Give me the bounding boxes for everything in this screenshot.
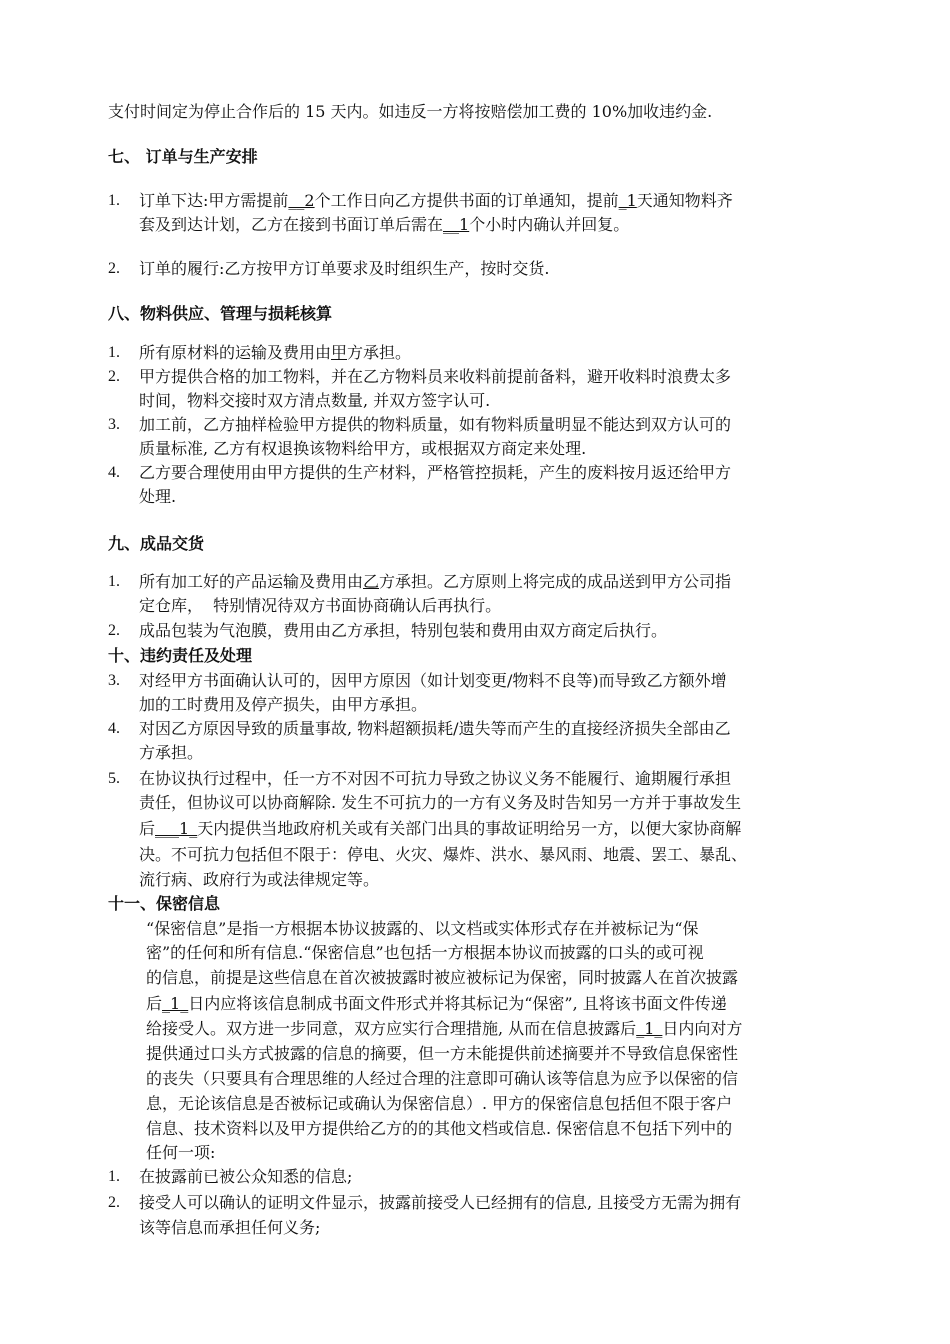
s10-item-5-line-4: 决。不可抗力包括但不限于：停电、火灾、爆炸、洪水、暴风雨、地震、罢工、暴乱、	[139, 845, 748, 864]
s11-p5a: 给接受人。双方进一步同意，双方应实行合理措施, 从而在信息披露后	[146, 1019, 637, 1038]
s11-para-line-9: 信息、技术资料以及甲方提供给乙方的的其他文档或信息. 保密信息不包括下列中的	[146, 1119, 733, 1138]
s10-item-5-line-2: 责任，但协议可以协商解除. 发生不可抗力的一方有义务及时告知另一方并于事故发生	[139, 793, 742, 812]
s7-i1-u2: _1	[618, 191, 637, 210]
s9-item-1-line-1	[139, 571, 731, 593]
s7-i1-u3: __1	[443, 215, 470, 234]
s7-item-2-text: 订单的履行:乙方按甲方订单要求及时组织生产，按时交货.	[139, 259, 550, 278]
s8-item-3-num: 3.	[108, 416, 120, 433]
intro-line: 支付时间定为停止合作后的 15 天内。如违反一方将按赔偿加工费的 10%加收违约金.	[108, 102, 713, 121]
section-9-title: 九、成品交货	[108, 534, 205, 553]
s8-item-3-line-2: 质量标准, 乙方有权退换该物料给甲方，或根据双方商定来处理.	[139, 439, 587, 458]
s10-item-5-num: 5.	[108, 770, 120, 787]
s9-item-1-line-2: 定仓库， 特别情况待双方书面协商确认后再执行。	[139, 596, 502, 615]
section-11-title: 十一、保密信息	[108, 894, 221, 913]
s8-item-2-line-1: 甲方提供合格的加工物料，并在乙方物料员来收料前提前备料，避开收料时浪费太多	[139, 367, 732, 386]
s8-item-4-line-1: 乙方要合理使用由甲方提供的生产材料，严格管控损耗，产生的废料按月返还给甲方	[139, 463, 732, 482]
s7-item-2-num: 2.	[108, 260, 120, 277]
s11-item-2-num: 2.	[108, 1194, 120, 1211]
section-7-title: 七、 订单与生产安排	[108, 147, 258, 166]
s11-p4u: _1_	[162, 994, 189, 1013]
s9-item-1-num: 1.	[108, 573, 120, 590]
s10-item-4-line-1: 对因乙方原因导致的质量事故, 物料超额损耗/遗失等而产生的直接经济损失全部由乙	[139, 719, 731, 738]
s11-para-line-7: 的丧失（只要具有合理思维的人经过合理的注意即可确认该等信息为应予以保密的信	[146, 1069, 739, 1088]
s8-item-1-text	[139, 342, 411, 364]
s10-item-3-line-1: 对经甲方书面确认认可的，因甲方原因（如计划变更/物料不良等)而导致乙方额外增	[139, 671, 727, 690]
s10-item-3-line-2: 加的工时费用及停产损失，由甲方承担。	[139, 695, 428, 714]
s10-item-3-num: 3.	[108, 672, 120, 689]
s11-item-2-line-2: 该等信息而承担任何义务;	[139, 1218, 321, 1237]
s11-para-line-8: 息，无论该信息是否被标记或确认为保密信息）. 甲方的保密信息包括但不限于客户	[146, 1094, 733, 1113]
s8-i1-b: 方承担。	[347, 343, 412, 362]
s10-item-4-num: 4.	[108, 720, 120, 737]
section-10-title: 十、违约责任及处理	[108, 646, 253, 665]
s8-item-2-num: 2.	[108, 368, 120, 385]
s8-item-2-line-2: 时间，物料交接时双方清点数量, 并双方签字认可.	[139, 391, 491, 410]
s11-para-line-5	[146, 1017, 742, 1040]
s10-i5-l3b: 天内提供当地政府机关或有关部门出具的事故证明给另一方，以便大家协商解	[197, 819, 742, 838]
s8-i1-a: 所有原材料的运输及费用由	[139, 343, 332, 362]
s7-i1-l2b: 个小时内确认并回复。	[469, 215, 630, 234]
s8-item-1-num: 1.	[108, 344, 120, 361]
s11-p4b: 日内应将该信息制成书面文件形式并将其标记为“保密”, 且将该书面文件传递	[188, 994, 727, 1013]
s10-i5-l3a: 后	[139, 819, 156, 838]
s11-para-line-1: “保密信息”是指一方根据本协议披露的、以文档或实体形式存在并被标记为“保	[146, 919, 699, 938]
s11-para-line-3: 的信息，前提是这些信息在首次被披露时被应被标记为保密，同时披露人在首次披露	[146, 968, 739, 987]
s9-item-2-text: 成品包装为气泡膜，费用由乙方承担，特别包装和费用由双方商定后执行。	[139, 621, 668, 640]
s8-item-4-line-2: 处理.	[139, 487, 177, 506]
section-8-title: 八、物料供应、管理与损耗核算	[108, 304, 333, 323]
s9-i1-a: 所有加工好的产品运输及费用由	[139, 572, 364, 591]
s7-item-1-line-2	[139, 214, 629, 236]
s7-i1-u1: __2	[288, 191, 315, 210]
s11-p5b: 日内向对方	[662, 1019, 743, 1038]
s7-i1-c: 天通知物料齐	[636, 191, 733, 210]
s11-item-1-text: 在披露前已被公众知悉的信息;	[139, 1167, 353, 1186]
s11-item-2-line-1: 接受人可以确认的证明文件显示，披露前接受人已经拥有的信息, 且接受方无需为拥有	[139, 1193, 742, 1212]
s10-item-5-line-5: 流行病、政府行为或法律规定等。	[139, 870, 380, 889]
s10-item-5-line-3	[139, 818, 741, 840]
s7-i1-b: 个工作日向乙方提供书面的订单通知，提前	[314, 191, 619, 210]
s7-i1-a: 订单下达:甲方需提前	[139, 191, 289, 210]
s8-item-3-line-1: 加工前，乙方抽样检验甲方提供的物料质量，如有物料质量明显不能达到双方认可的	[139, 415, 732, 434]
s11-para-line-4	[146, 992, 727, 1015]
s7-item-1-line-1	[139, 190, 733, 212]
s7-i1-l2a: 套及到达计划，乙方在接到书面订单后需在	[139, 215, 444, 234]
s10-item-5-line-1: 在协议执行过程中，任一方不对因不可抗力导致之协议义务不能履行、逾期履行承担	[139, 769, 732, 788]
s11-para-line-10: 任何一项:	[146, 1143, 216, 1162]
s11-para-line-6: 提供通过口头方式披露的信息的摘要，但一方未能提供前述摘要并不导致信息保密性	[146, 1044, 739, 1063]
s11-para-line-2: 密”的任何和所有信息.“保密信息”也包括一方根据本协议而披露的口头的或可视	[146, 943, 704, 962]
s11-p4a: 后	[146, 994, 163, 1013]
s11-p5u: _1_	[636, 1019, 663, 1038]
s9-item-2-num: 2.	[108, 622, 120, 639]
s11-item-1-num: 1.	[108, 1168, 120, 1185]
s10-item-4-line-2: 方承担。	[139, 743, 204, 762]
s8-i1-u: 甲	[331, 343, 348, 362]
s10-i5-l3u: ___1_	[155, 819, 198, 838]
s7-item-1-num: 1.	[108, 192, 120, 209]
s8-item-4-num: 4.	[108, 464, 120, 481]
s9-i1-u: 乙	[363, 572, 380, 591]
s9-i1-b: 方承担。乙方原则上将完成的成品送到甲方公司指	[379, 572, 732, 591]
